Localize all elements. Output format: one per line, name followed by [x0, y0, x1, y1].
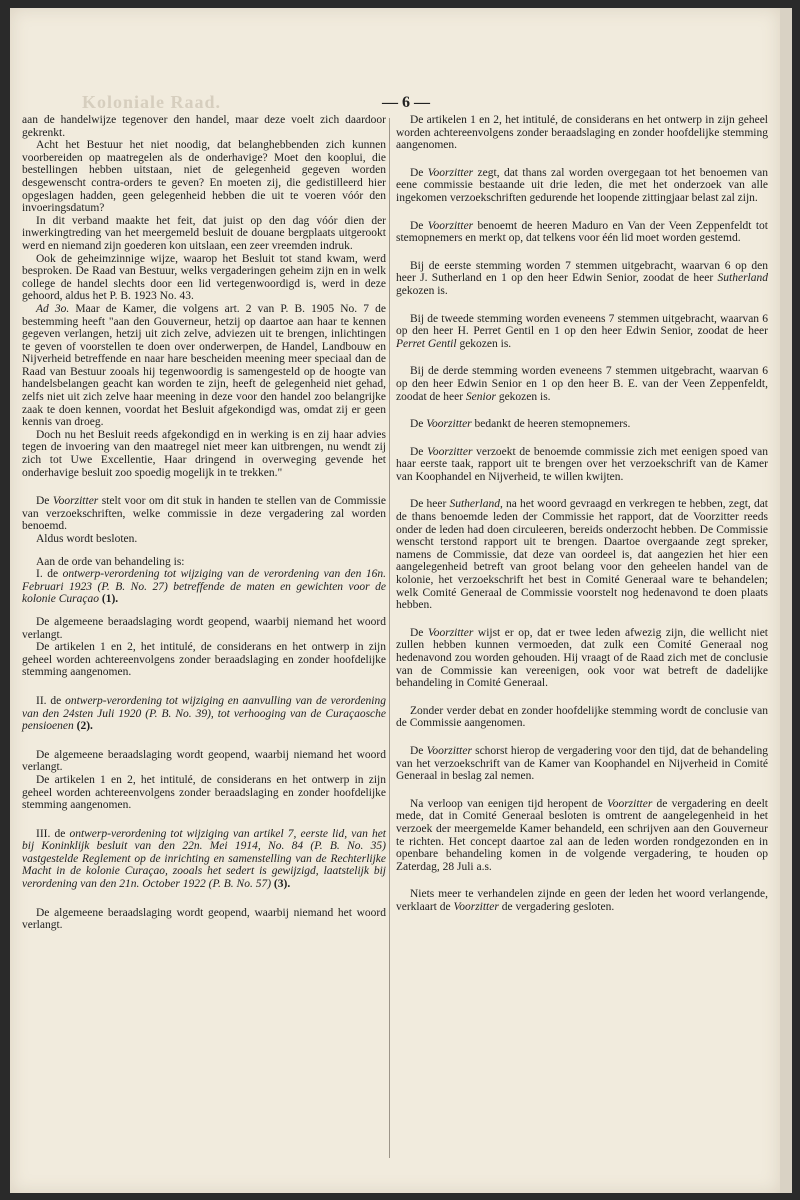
paragraph: De Voorzitter benoemt de heeren Maduro en Van der Veen Zeppenfeldt tot stemopnemers en merkt op, dat telkens voor één lid moet worden gestemd. [396, 219, 768, 245]
paragraph: Niets meer te verhandelen zijnde en geen der leden het woord verlangende, verklaart de Voorzitter de vergadering gesloten. [396, 888, 768, 913]
speaker-name: Voorzitter [427, 166, 474, 179]
speaker-name: Voorzitter [426, 744, 472, 757]
paragraph [22, 303, 386, 429]
speaker-name: Voorzitter [427, 626, 474, 639]
paragraph: De algemeene beraadslaging wordt geopend, waarbij niemand het woord verlangt. [22, 748, 386, 774]
paragraph: Na verloop van eenigen tijd heropent de Voorzitter de vergadering en deelt mede, dat in Comité Generaal besloten is omtrent de aangelegenheid in het verzoek der meergemelde Kamer behandeld, een schrijven aan den Gouverneur te richten. Het concept daartoe zal aan de leden worden rondgezonden en in openbare behandeling komen in de volgende vergadering, te houden op Zaterdag, 28 Juli a.s. [396, 797, 768, 873]
agenda-item: II. de ontwerp-verordening tot wijziging en aanvulling van de verordening van den 24sten Juli 1920 (P. B. No. 39), tot verhooging van de Curaçaosche pensioenen (2). [22, 694, 387, 733]
right-column [396, 114, 768, 929]
speaker-name: Voorzitter [606, 797, 653, 810]
speaker-name: Voorzitter [427, 445, 473, 458]
speaker-name: Voorzitter [426, 418, 472, 431]
paragraph: Acht het Bestuur het niet noodig, dat belanghebbenden zich kunnen voorbereiden op maatregelen als de onderhavige? Moet den kooplui, die bestellingen hebben uitstaan, niet de gelegenheid gegeven worden desgewenscht contra-orders te geven? En moeten zij, die gedistilleerd hier opgeslagen hadden, geen gelegenheid hebben die uit te voeren vóór den invoeringsdatum? [22, 139, 386, 215]
agenda-item-title: ontwerp-verordening tot wijziging van artikel 7, eerste lid, van het bij Koninklijk besluit van den 22n. Mei 1914, No. 84 (P. B. No. 35) vastgestelde Reglement op de inrichting en samenstelling van de Rechterlijke Macht in de kolonie Curaçao, zooals het sedert is gewijzigd, laatstelijk bij verordening van den 21n. October 1922 (P. B. No. 57) [22, 827, 386, 891]
paragraph: Bij de eerste stemming worden 7 stemmen uitgebracht, waarvan 6 op den heer J. Sutherland en 1 op den heer Edwin Senior, zoodat de heer Sutherland gekozen is. [396, 259, 768, 297]
left-column [22, 114, 386, 932]
agenda-item: I. de ontwerp-verordening tot wijziging van de verordening van den 16n. Februari 1923 (P. B. No. 27) betreffende de maten en gewichten voor de kolonie Curaçao (1). [22, 568, 386, 606]
speaker-name: Voorzitter [427, 219, 474, 232]
person-name: Senior [465, 390, 496, 403]
person-name: Sutherland [449, 498, 500, 511]
paragraph: In dit verband maakte het feit, dat juist op den dag vóór dien der inwerkingtreding van het meergemeld besluit de douane bergplaats uitgerookt werd en niemand zijn goederen kon uitslaan, een zeer vreemden indruk. [22, 214, 386, 252]
paragraph: Bij de derde stemming worden eveneens 7 stemmen uitgebracht, waarvan 6 op den heer Edwin Senior en 1 op den heer B. E. van der Veen Zeppenfeldt, zoodat de heer Senior gekozen is. [396, 365, 768, 403]
paragraph: Zonder verder debat en zonder hoofdelijke stemming wordt de conclusie van de Commissie aangenomen. [396, 704, 768, 730]
column-divider [389, 118, 390, 1158]
paragraph: Aan de orde van behandeling is: [36, 555, 185, 568]
agenda-item-title: ontwerp-verordening tot wijziging en aanvulling van de verordening van den 24sten Juli 1920 (P. B. No. 39), tot verhooging van de Curaçaosche pensioenen [22, 694, 387, 733]
agenda-item-title: ontwerp-verordening tot wijziging van de verordening van den 16n. Februari 1923 (P. B. No. 27) betreffende de maten en gewichten voor de kolonie Curaçao [22, 568, 386, 606]
paragraph: aan de handelwijze tegenover den handel, maar deze voelt zich daardoor gekrenkt. [22, 114, 386, 139]
paragraph: De artikelen 1 en 2, het intitulé, de considerans en het ontwerp in zijn geheel worden achtereenvolgens zonder beraadslaging en zonder hoofdelijke stemming aangenomen. [22, 773, 386, 812]
agenda-item: III. de ontwerp-verordening tot wijziging van artikel 7, eerste lid, van het bij Koninklijk besluit van den 22n. Mei 1914, No. 84 (P. B. No. 35) vastgestelde Reglement op de inrichting en samenstelling van de Rechterlijke Macht in de kolonie Curaçao, zooals het sedert is gewijzigd, laatstelijk bij verordening van den 21n. October 1922 (P. B. No. 57) (3). [22, 827, 386, 891]
paragraph: Ook de geheimzinnige wijze, waarop het Besluit tot stand kwam, werd besproken. De Raad van Bestuur, welks vergaderingen geheim zijn en in welk college de handel slechts door een lid vertegenwoordigd is, werd in deze gehoord, aldus het P. B. 1923 No. 43. [22, 252, 386, 303]
person-name: Perret Gentil [396, 337, 457, 350]
page-edge [780, 8, 792, 1193]
paragraph: De artikelen 1 en 2, het intitulé, de considerans en het ontwerp in zijn geheel worden achtereenvolgens zonder beraadslaging en zonder hoofdelijke stemming aangenomen. [22, 641, 386, 679]
paragraph-lead: Ad 3o. [36, 302, 70, 315]
paragraph: De heer Sutherland, na het woord gevraagd en verkregen te hebben, zegt, dat de thans benoemde leden der Commissie het rapport, dat de Voorzitter reeds onder de leden had doen circuleeren, bereids onderzocht hebben. De Commissie wenscht terstond rapport uit te brengen. Daartoe overgaande zegt spreker, namens de Commissie, dat deze van oordeel is, dat aangezien het hier een aangelegenheid betreft van groot belang voor den geheelen handel van de kolonie, het verzoekschrift het best in Comité Generaal ware te behandelen; welk Comité Generaal de Commissie voorstelt nog hedenavond te doen plaats hebben. [396, 498, 768, 612]
person-name: Sutherland [717, 272, 768, 285]
paragraph: De Voorzitter stelt voor om dit stuk in handen te stellen van de Commissie van verzoekschriften, welke commissie in deze vergadering zal worden benoemd. [22, 495, 387, 533]
speaker-name: Voorzitter [453, 900, 499, 913]
paragraph: Doch nu het Besluit reeds afgekondigd en in werking is en zij haar advies tegen de invoering van den maatregel niet meer kan uitbrengen, nu wendt zij zich tot Uwe Excellentie, Haar dringend in overweging gevende het onderhavige besluit zoo spoedig mogelijk in te trekken." [22, 428, 386, 479]
page-number: — 6 — [382, 94, 430, 111]
paragraph: De algemeene beraadslaging wordt geopend, waarbij niemand het woord verlangt. [22, 615, 386, 641]
header-ghost-title: Koloniale Raad. [82, 92, 222, 112]
speaker-name: Voorzitter [52, 495, 99, 508]
paragraph: Bij de tweede stemming worden eveneens 7 stemmen uitgebracht, waarvan 6 op den heer H. Perret Gentil en 1 op den heer Edwin Senior, zoodat de heer Perret Gentil gekozen is. [396, 312, 768, 350]
paragraph: De Voorzitter zegt, dat thans zal worden overgegaan tot het benoemen van eene commissie bestaande uit drie leden, die met het onderzoek van alle ingekomen verzoekschriften gedurende het loopende zittingjaar belast zal zijn. [396, 166, 768, 204]
paragraph: De Voorzitter wijst er op, dat er twee leden afwezig zijn, die wellicht niet zullen hebben kunnen vermoeden, dat zulk een Comité Generaal nog hedenavond zou worden gehouden. Hij vraagt of de Raad zich met de conclusie van de Commissie kan vereenigen, ook voor wat betreft de dadelijke behandeling in Comité Generaal. [396, 626, 768, 690]
paragraph: De artikelen 1 en 2, het intitulé, de considerans en het ontwerp in zijn geheel worden achtereenvolgens zonder beraadslaging en zonder hoofdelijke stemming aangenomen. [396, 114, 768, 152]
paragraph: De algemeene beraadslaging wordt geopend, waarbij niemand het woord verlangt. [22, 906, 386, 932]
paragraph: De Voorzitter verzoekt de benoemde commissie zich met eenigen spoed van haar eerste taak, rapport uit te brengen over het verzoekschrift van de Kamer van Koophandel en Nijverheid, te willen kwijten. [396, 445, 768, 483]
paragraph: De Voorzitter schorst hierop de vergadering voor den tijd, dat de behandeling van het verzoekschrift van de Kamer van Koophandel en Nijverheid in Comité Generaal in beslag zal nemen. [396, 744, 768, 783]
paragraph: Aldus wordt besloten. [36, 533, 138, 545]
paragraph: De Voorzitter bedankt de heeren stemopnemers. [410, 418, 631, 431]
paragraph-body: Maar de Kamer, die volgens art. 2 van P. B. 1905 No. 7 de bestemming heeft "aan den Gouverneur, hetzij op daartoe aan haar te kennen gegeven verlangen, hetzij uit zich zelve, adviezen uit te brengen, inlichtingen te geven of voorstellen te doen over onderwerpen, de Handel, Landbouw en Nijverheid betreffende en naar hare bescheiden meening meer speciaal dan de Raad van Bestuur zooals hij tegenwoordig is samengesteld op de hoogte van handelsbelangen geacht kan worden te zijn, heeft de gelegenheid niet gehad, zelfs niet uit zich zelve haar meening in deze voor den handel zoo belangrijke zaak te doen kennen, voordat het Besluit afgekondigd was, omdat zij er geen kennis van droeg. [22, 302, 387, 429]
